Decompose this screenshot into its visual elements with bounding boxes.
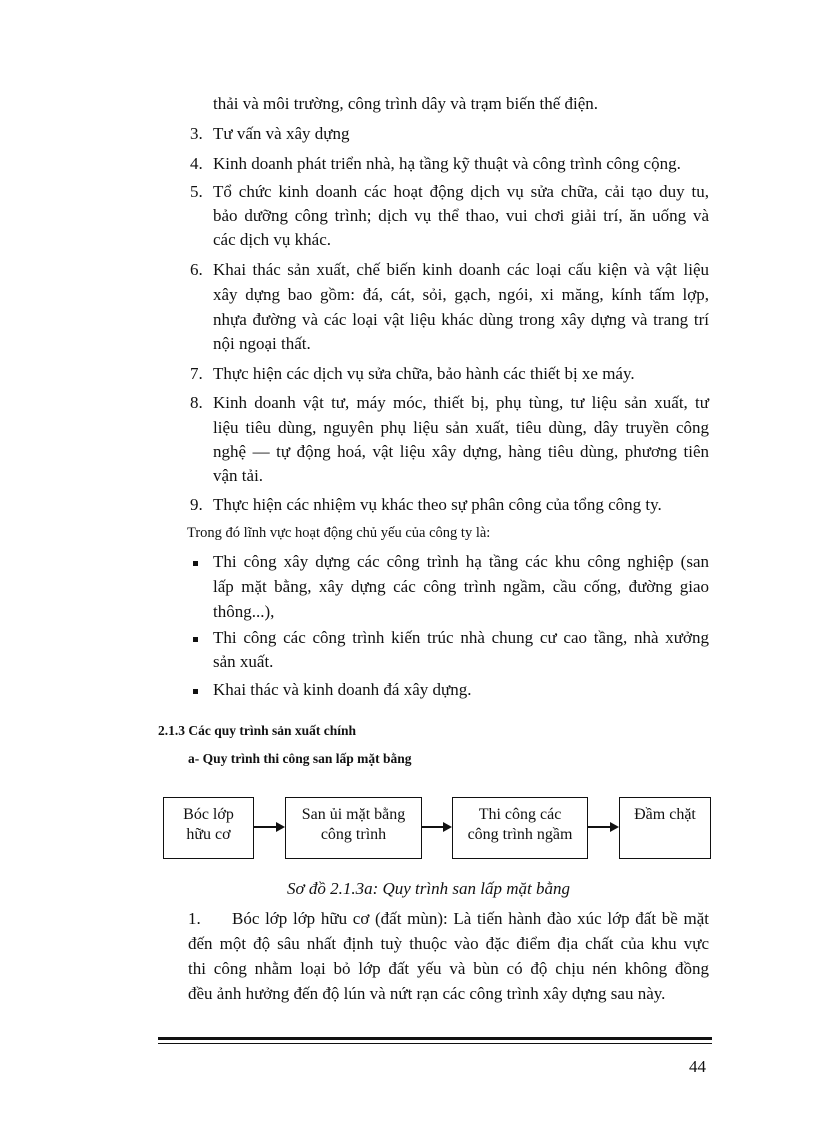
flow-box-3-line-2: công trình ngầm xyxy=(467,826,573,843)
item-5-number: 5. xyxy=(190,182,203,201)
item-8-number: 8. xyxy=(190,393,203,412)
bullet-1-line-1: Thi công xây dựng các công trình hạ tầng các khu công nghiệp (san xyxy=(213,552,709,571)
flow-arrow-3 xyxy=(588,826,610,828)
item-6-number: 6. xyxy=(190,260,203,279)
item-6-line-4: nội ngoại thất. xyxy=(213,334,311,353)
bullet-marker xyxy=(193,689,198,694)
step-1-line-2: đến một độ sâu nhất định tuỳ thuộc vào đặc điểm địa chất của khu vực xyxy=(188,934,709,953)
item-5-line-3: các dịch vụ khác. xyxy=(213,230,331,249)
item-7-line-1: Thực hiện các dịch vụ sửa chữa, bảo hành các thiết bị xe máy. xyxy=(213,364,635,383)
flow-box-level-ground xyxy=(285,797,422,859)
item-8-line-2: liệu tiêu dùng, nguyên phụ liệu sản xuất, tiêu dùng, dây truyền công xyxy=(213,418,709,437)
item-3-line-1: Tư vấn và xây dựng xyxy=(213,124,350,143)
bullet-1-line-3: thông...), xyxy=(213,602,275,621)
intro-line: thải và môi trường, công trình dây và trạm biến thế điện. xyxy=(213,94,599,113)
arrow-right-icon xyxy=(443,822,452,832)
sub-heading: a- Quy trình thi công san lấp mặt bằng xyxy=(188,751,412,766)
bullet-2-line-1: Thi công các công trình kiến trúc nhà chung cư cao tầng, nhà xưởng xyxy=(213,628,709,647)
step-1-number: 1. xyxy=(188,909,201,928)
bullet-marker xyxy=(193,637,198,642)
flow-box-strip-topsoil xyxy=(163,797,254,859)
item-4-line-1: Kinh doanh phát triển nhà, hạ tầng kỹ thuật và công trình công cộng. xyxy=(213,154,681,173)
step-1-line-3: thi công nhằm loại bỏ lớp đất yếu và bùn có độ chịu nén không đồng xyxy=(188,959,709,978)
flow-box-underground-works xyxy=(452,797,588,859)
step-1-line-4: đều ảnh hưởng đến độ lún và nứt rạn các công trình xây dựng sau này. xyxy=(188,984,666,1003)
main-field-intro: Trong đó lĩnh vực hoạt động chủ yếu của công ty là: xyxy=(187,525,491,541)
item-7-number: 7. xyxy=(190,364,203,383)
flow-box-3-line-1: Thi công các xyxy=(478,806,562,823)
item-9-line-1: Thực hiện các nhiệm vụ khác theo sự phân công của tổng công ty. xyxy=(213,495,662,514)
footer-rule-thin xyxy=(158,1043,712,1044)
arrow-right-icon xyxy=(276,822,285,832)
item-4-number: 4. xyxy=(190,154,203,173)
item-6-line-3: nhựa đường và các loại vật liệu khác dùng trong xây dựng và trang trí xyxy=(213,310,709,329)
item-6-line-1: Khai thác sản xuất, chế biến kinh doanh các loại cấu kiện và vật liệu xyxy=(213,260,709,279)
flow-box-2-line-2: công trình xyxy=(320,826,387,843)
bullet-1-line-2: lấp mặt bằng, xây dựng các công trình ngầm, cầu cống, đường giao xyxy=(213,577,709,596)
flow-box-1-line-1: Bóc lớp xyxy=(183,806,234,823)
diagram-caption: Sơ đồ 2.1.3a: Quy trình san lấp mặt bằng xyxy=(287,879,570,898)
section-heading: 2.1.3 Các quy trình sản xuất chính xyxy=(158,723,357,738)
footer-rule-thick xyxy=(158,1037,712,1040)
bullet-3-line-1: Khai thác và kinh doanh đá xây dựng. xyxy=(213,680,472,699)
step-1-line-1: Bóc lớp lớp hữu cơ (đất mùn): Là tiến hành đào xúc lớp đất bề mặt xyxy=(232,909,709,928)
flow-arrow-1 xyxy=(254,826,276,828)
item-5-line-1: Tổ chức kinh doanh các hoạt động dịch vụ sửa chữa, cải tạo duy tu, xyxy=(213,182,709,201)
item-6-line-2: xây dựng bao gồm: đá, cát, sỏi, gạch, ngói, xi măng, kính tấm lợp, xyxy=(213,285,709,304)
flow-box-compaction xyxy=(619,797,711,859)
bullet-marker xyxy=(193,561,198,566)
flow-arrow-2 xyxy=(422,826,443,828)
arrow-right-icon xyxy=(610,822,619,832)
flow-box-4-line-1: Đầm chặt xyxy=(634,806,696,823)
item-8-line-4: vận tải. xyxy=(213,466,264,485)
bullet-2-line-2: sản xuất. xyxy=(213,652,274,671)
item-3-number: 3. xyxy=(190,124,203,143)
item-5-line-2: bảo dưỡng công trình; dịch vụ thể thao, vui chơi giải trí, ăn uống và xyxy=(213,206,709,225)
flow-box-1-line-2: hữu cơ xyxy=(186,826,231,843)
item-8-line-1: Kinh doanh vật tư, máy móc, thiết bị, phụ tùng, tư liệu sản xuất, tư xyxy=(213,393,709,412)
flow-box-2-line-1: San ủi mặt bằng xyxy=(301,806,406,823)
item-9-number: 9. xyxy=(190,495,203,514)
page-number: 44 xyxy=(689,1057,706,1076)
item-8-line-3: nghệ — tự động hoá, vật liệu xây dựng, hàng tiêu dùng, phương tiên xyxy=(213,442,709,461)
